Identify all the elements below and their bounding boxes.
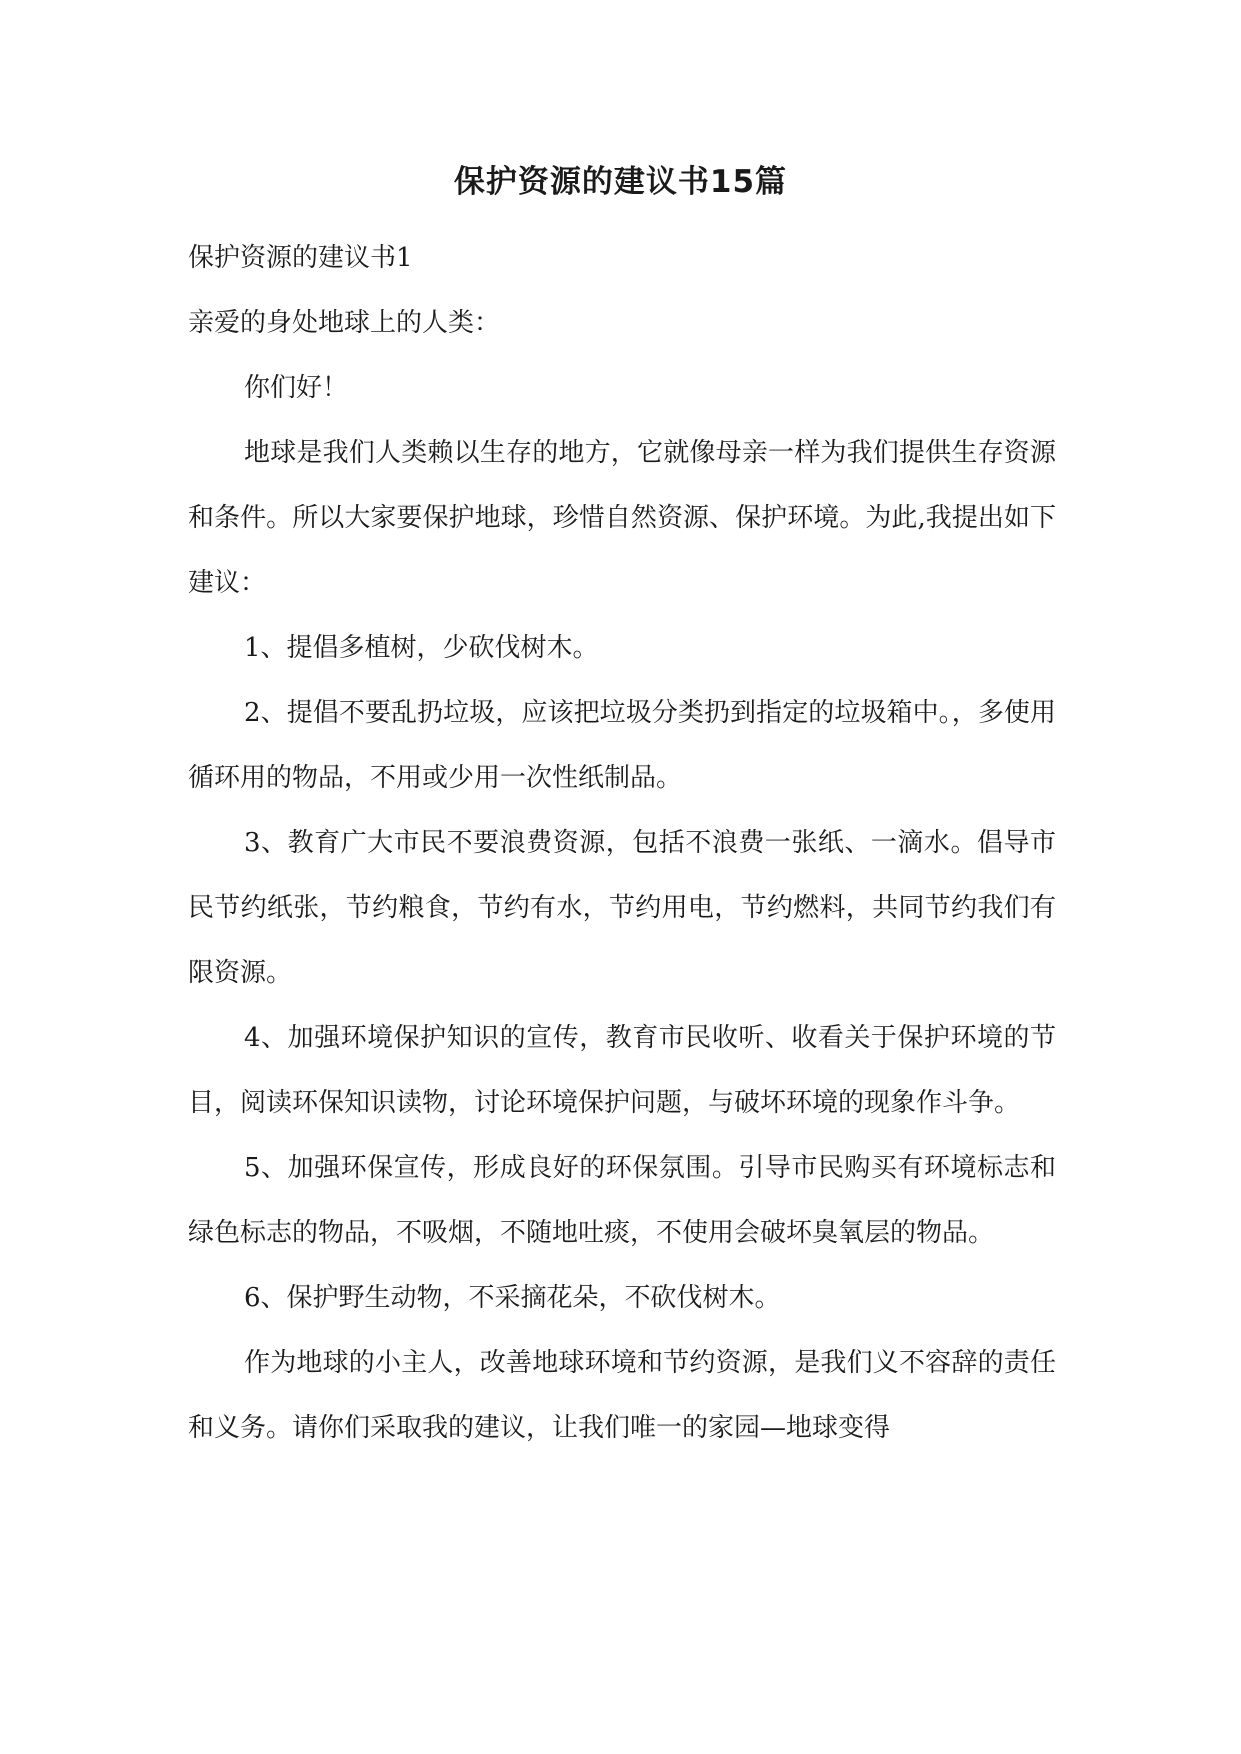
greeting: 你们好！ [244, 373, 349, 403]
paragraph-intro: 地球是我们人类赖以生存的地方，它就像母亲一样为我们提供生存资源和条件。所以大家要保护地球，珍惜自然资源、保护环境。为此,我提出如下建议： [188, 438, 1056, 598]
paragraph-closing: 作为地球的小主人，改善地球环境和节约资源，是我们义不容辞的责任和义务。请你们采取我的建议，让我们唯一的家园—地球变得 [188, 1348, 1056, 1443]
document-body [188, 226, 1056, 1461]
suggestion-4: 4、加强环境保护知识的宣传，教育市民收听、收看关于保护环境的节目，阅读环保知识读物，讨论环境保护问题，与破坏环境的现象作斗争。 [188, 1023, 1056, 1118]
suggestion-2: 2、提倡不要乱扔垃圾，应该把垃圾分类扔到指定的垃圾箱中。，多使用循环用的物品，不用或少用一次性纸制品。 [188, 698, 1056, 793]
suggestion-6: 6、保护野生动物，不采摘花朵，不砍伐树木。 [244, 1283, 781, 1313]
suggestion-5: 5、加强环保宣传，形成良好的环保氛围。引导市民购买有环境标志和绿色标志的物品，不吸烟，不随地吐痰，不使用会破坏臭氧层的物品。 [188, 1153, 1056, 1248]
salutation: 亲爱的身处地球上的人类： [188, 308, 501, 338]
document-title: 保护资源的建议书15篇 [453, 164, 788, 200]
suggestion-1: 1、提倡多植树，少砍伐树木。 [244, 633, 599, 663]
section-heading: 保护资源的建议书1 [188, 243, 413, 273]
suggestion-3: 3、教育广大市民不要浪费资源，包括不浪费一张纸、一滴水。倡导市民节约纸张，节约粮食，节约有水，节约用电，节约燃料，共同节约我们有限资源。 [188, 828, 1056, 988]
